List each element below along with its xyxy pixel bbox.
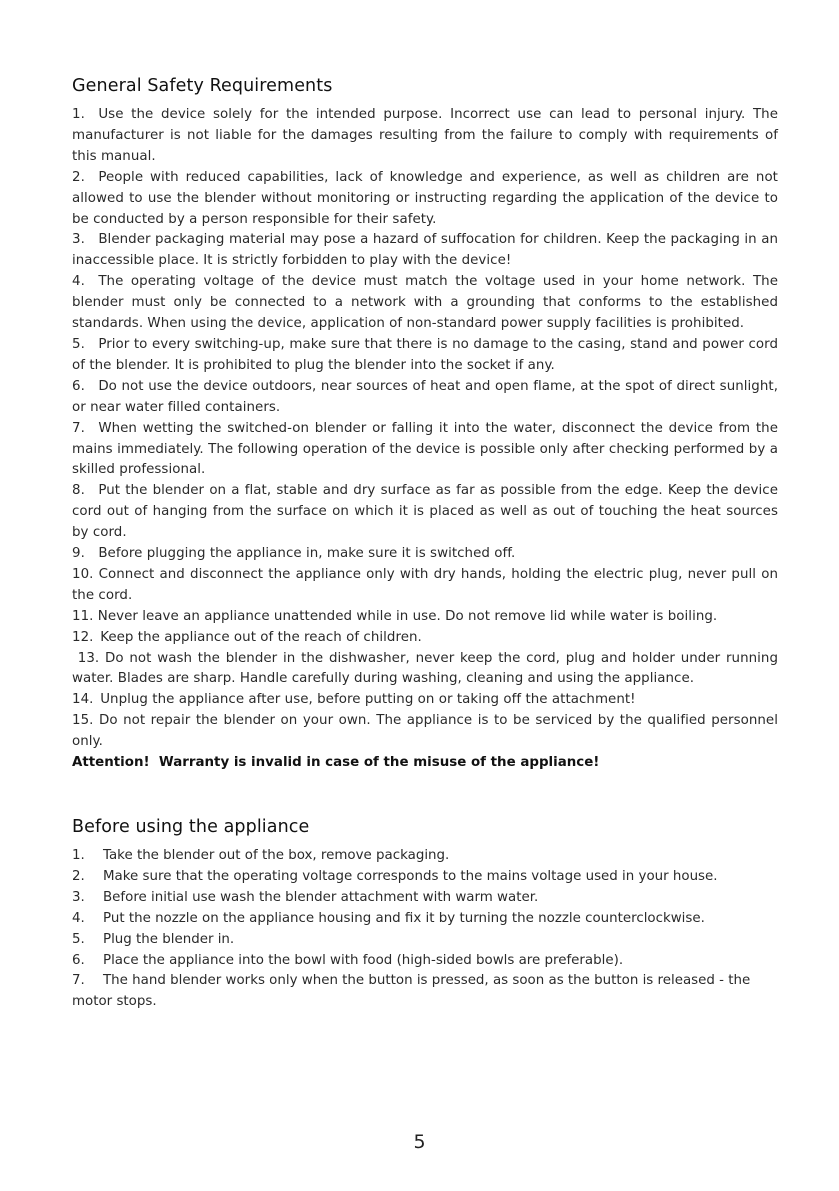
item-text: Plug the blender in.: [103, 931, 235, 947]
page-number: 5: [413, 1131, 426, 1153]
list-item: 8. Put the blender on a flat, stable and dry surface as far as possible from the edge. Keep the device cord out of hanging from the surface on which it is placed as well as out of touching the heat sources by cord.: [72, 483, 778, 541]
list-item: 7. When wetting the switched-on blender or falling it into the water, disconnect the device from the mains immediately. The following operation of the device is possible only after checking performed by a skilled professional.: [72, 420, 778, 478]
list-item: 12. Keep the appliance out of the reach of children.: [72, 629, 422, 645]
list-item: [72, 971, 778, 1013]
list-item: 1. Use the device solely for the intended purpose. Incorrect use can lead to personal injury. The manufacturer is not liable for the damages resulting from the failure to comply with requirements of this manual.: [72, 107, 778, 164]
section-title-safety: General Safety Requirements: [72, 76, 333, 96]
list-item: [72, 909, 778, 930]
item-number: 5.: [72, 931, 85, 947]
item-text: Put the nozzle on the appliance housing and fix it by turning the nozzle counterclockwise.: [103, 910, 705, 926]
item-number: 1.: [72, 848, 85, 863]
list-item: [72, 930, 778, 951]
warranty-attention-note: Attention! Warranty is invalid in case of the misuse of the appliance!: [72, 755, 600, 771]
safety-requirements-list: [72, 105, 778, 753]
list-item: 3. Blender packaging material may pose a hazard of suffocation for children. Keep the packaging in an inaccessible place. It is strictly forbidden to play with the device!: [72, 232, 778, 269]
list-item: 11. Never leave an appliance unattended while in use. Do not remove lid while water is boiling.: [72, 608, 718, 624]
item-number: 4.: [72, 910, 85, 926]
item-text: Make sure that the operating voltage corresponds to the mains voltage used in your house.: [103, 868, 718, 884]
list-item: 6. Do not use the device outdoors, near sources of heat and open flame, at the spot of direct sunlight, or near water filled containers.: [72, 378, 778, 415]
list-item: 14. Unplug the appliance after use, before putting on or taking off the attachment!: [72, 692, 636, 708]
list-item: [72, 867, 778, 888]
section-title-before-using: Before using the appliance: [72, 817, 310, 837]
item-number: 2.: [72, 868, 85, 884]
list-item: 9. Before plugging the appliance in, make sure it is switched off.: [72, 546, 516, 562]
item-text: Take the blender out of the box, remove packaging.: [103, 848, 450, 863]
list-item: 15. Do not repair the blender on your own. The appliance is to be serviced by the qualified personnel only.: [72, 713, 778, 750]
item-text: The hand blender works only when the button is pressed, as soon as the button is released - the motor stops.: [72, 973, 751, 1010]
item-text: Place the appliance into the bowl with food (high-sided bowls are preferable).: [103, 952, 624, 968]
list-item: 10. Connect and disconnect the appliance only with dry hands, holding the electric plug, never pull on the cord.: [72, 566, 778, 603]
list-item: 2. People with reduced capabilities, lack of knowledge and experience, as well as children are not allowed to use the blender without monitoring or instructing regarding the application of the device to be conducted by a person responsible for their safety.: [72, 169, 778, 227]
list-item: [72, 846, 778, 867]
item-number: 7.: [72, 973, 85, 989]
item-number: 6.: [72, 952, 85, 968]
list-item: 13. Do not wash the blender in the dishwasher, never keep the cord, plug and holder under running water. Blades are sharp. Handle carefully during washing, cleaning and using the appliance.: [72, 650, 778, 687]
document-page: [72, 76, 778, 1013]
list-item: 4. The operating voltage of the device must match the voltage used in your home network. The blender must only be connected to a network with a grounding that conforms to the established standards. When using the device, application of non-standard power supply facilities is prohibited.: [72, 274, 778, 332]
item-number: 3.: [72, 889, 85, 905]
item-text: Before initial use wash the blender attachment with warm water.: [103, 889, 539, 905]
list-item: 5. Prior to every switching-up, make sure that there is no damage to the casing, stand and power cord of the blender. It is prohibited to plug the blender into the socket if any.: [72, 336, 778, 373]
before-using-list: [72, 846, 778, 1013]
list-item: [72, 888, 778, 909]
list-item: [72, 951, 778, 972]
before-using-section: [72, 817, 778, 1013]
